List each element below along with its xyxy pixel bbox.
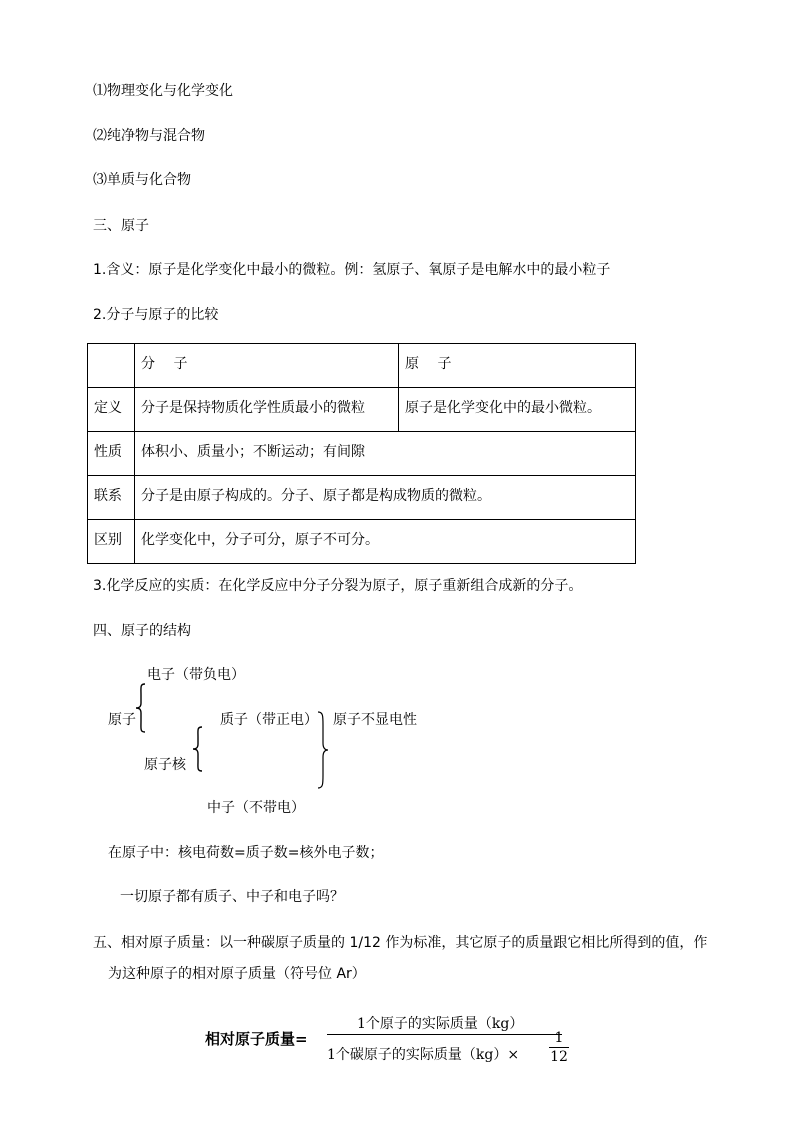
atom-label: 原子 xyxy=(108,712,136,728)
atom-neutral-label: 原子不显电性 xyxy=(333,712,417,728)
row-label-definition: 定义 xyxy=(88,388,135,432)
row-label-relation: 联系 xyxy=(88,476,135,520)
section-heading-structure: 四、原子的结构 xyxy=(93,623,191,639)
table-row xyxy=(88,520,636,564)
table-header-molecule: 分 子 xyxy=(135,344,399,388)
relative-atomic-mass-formula xyxy=(205,1010,585,1080)
fraction-bar xyxy=(327,1034,562,1035)
formula-denominator: 1个碳原子的实际质量（kg）× xyxy=(327,1047,520,1063)
row-label-property: 性质 xyxy=(88,432,135,476)
list-item-element-compound: ⑶单质与化合物 xyxy=(93,172,191,188)
question-text: 一切原子都有质子、中子和电子吗？ xyxy=(120,889,344,905)
list-item-physical-chemical-change: ⑴物理变化与化学变化 xyxy=(93,83,233,99)
relative-mass-definition-cont: 为这种原子的相对原子质量（符号位 Ar） xyxy=(108,966,366,982)
small-fraction-bar xyxy=(549,1047,569,1048)
formula-label: 相对原子质量= xyxy=(205,1030,308,1048)
reaction-essence: 3.化学反应的实质：在化学反应中分子分裂为原子，原子重新组合成新的分子。 xyxy=(93,578,583,594)
table-header-row xyxy=(88,344,636,388)
proton-label: 质子（带正电） xyxy=(220,712,318,728)
table-header-atom: 原 子 xyxy=(399,344,636,388)
comparison-heading: 2.分子与原子的比较 xyxy=(93,307,219,323)
atom-definition-cell: 原子是化学变化中的最小微粒。 xyxy=(399,388,636,432)
section-heading-atom: 三、原子 xyxy=(93,218,149,234)
formula-numerator: 1个原子的实际质量（kg） xyxy=(357,1016,524,1032)
charge-equation: 在原子中：核电荷数=质子数=核外电子数； xyxy=(108,845,384,861)
list-item-pure-mixture: ⑵纯净物与混合物 xyxy=(93,128,205,144)
property-cell: 体积小、质量小；不断运动；有间隙 xyxy=(135,432,636,476)
table-row xyxy=(88,476,636,520)
electron-label: 电子（带负电） xyxy=(147,667,245,683)
molecule-definition-cell: 分子是保持物质化学性质最小的微粒 xyxy=(135,388,399,432)
relation-cell: 分子是由原子构成的。分子、原子都是构成物质的微粒。 xyxy=(135,476,636,520)
table-row xyxy=(88,432,636,476)
table-row xyxy=(88,388,636,432)
neutral-brace-icon xyxy=(316,711,330,789)
one-twelfth-fraction xyxy=(549,1030,569,1065)
relative-mass-definition: 五、相对原子质量：以一种碳原子质量的 1/12 作为标准，其它原子的质量跟它相比所得到的值，作 xyxy=(93,935,708,951)
fraction-denominator-twelve: 12 xyxy=(550,1049,568,1065)
table-header-empty xyxy=(88,344,135,388)
atom-definition: 1.含义：原子是化学变化中最小的微粒。例：氢原子、氧原子是电解水中的最小粒子 xyxy=(93,262,611,278)
row-label-difference: 区别 xyxy=(88,520,135,564)
nucleus-brace-icon xyxy=(191,726,205,772)
fraction-numerator-one: 1 xyxy=(554,1030,564,1046)
difference-cell: 化学变化中，分子可分，原子不可分。 xyxy=(135,520,636,564)
nucleus-label: 原子核 xyxy=(144,757,186,773)
molecule-atom-comparison-table xyxy=(87,343,636,564)
atom-brace-icon xyxy=(134,683,148,733)
neutron-label: 中子（不带电） xyxy=(207,800,305,816)
